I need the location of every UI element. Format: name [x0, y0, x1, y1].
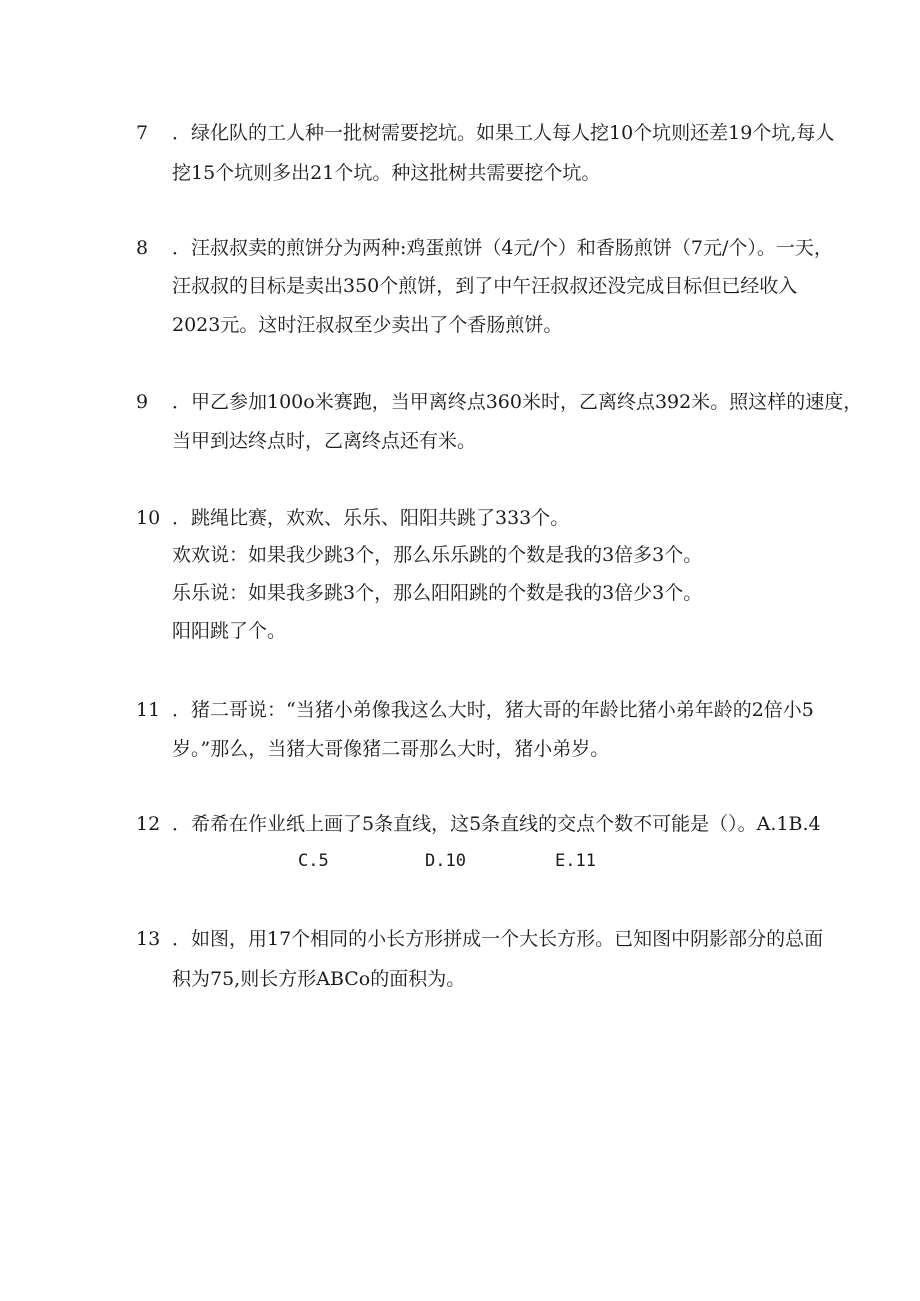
option-d: D.10	[425, 851, 466, 871]
option-c: C.5	[298, 851, 329, 871]
question-number: 10	[136, 507, 161, 529]
question-text-line: 乐乐说：如果我多跳3个，那么阳阳跳的个数是我的3倍少3个。	[172, 582, 703, 604]
question-text-line: ．汪叔叔卖的煎饼分为两种:鸡蛋煎饼（4元/个）和香肠煎饼（7元/个）。一天，	[172, 237, 833, 259]
option-e: E.11	[555, 851, 596, 871]
question-text-line: ．绿化队的工人种一批树需要挖坑。如果工人每人挖10个坑则还差19个坑,每人	[172, 122, 835, 144]
question-text-line: ．希希在作业纸上画了5条直线，这5条直线的交点个数不可能是（）。A.1B.4	[172, 813, 821, 835]
question-text-line: ．跳绳比赛，欢欢、乐乐、阳阳共跳了333个。	[172, 507, 570, 529]
question-text-line: 欢欢说：如果我少跳3个，那么乐乐跳的个数是我的3倍多3个。	[172, 544, 703, 566]
question-text-line: ．如图，用17个相同的小长方形拼成一个大长方形。已知图中阴影部分的总面	[172, 928, 824, 950]
question-text-line: 积为75,则长方形ABCo的面积为。	[172, 968, 466, 990]
question-number: 13	[136, 928, 161, 950]
question-text-line: 2023元。这时汪叔叔至少卖出了个香肠煎饼。	[172, 314, 563, 336]
question-number: 9	[136, 391, 149, 413]
question-number: 7	[136, 122, 149, 144]
question-text-line: ．猪二哥说：“当猪小弟像我这么大时，猪大哥的年龄比猪小弟年龄的2倍小5	[172, 699, 814, 721]
question-number: 11	[136, 699, 161, 721]
question-number: 12	[136, 813, 161, 835]
question-text-line: 挖15个坑则多出21个坑。种这批树共需要挖个坑。	[172, 162, 601, 184]
question-text-line: 阳阳跳了个。	[172, 620, 287, 642]
question-number: 8	[136, 237, 149, 259]
question-text-line: ．甲乙参加100o米赛跑，当甲离终点360米时，乙离终点392米。照这样的速度，	[172, 391, 863, 413]
question-text-line: 岁。”那么，当猪大哥像猪二哥那么大时，猪小弟岁。	[172, 738, 610, 760]
question-text-line: 当甲到达终点时，乙离终点还有米。	[172, 430, 477, 452]
question-text-line: 汪叔叔的目标是卖出350个煎饼，到了中午汪叔叔还没完成目标但已经收入	[172, 275, 798, 297]
